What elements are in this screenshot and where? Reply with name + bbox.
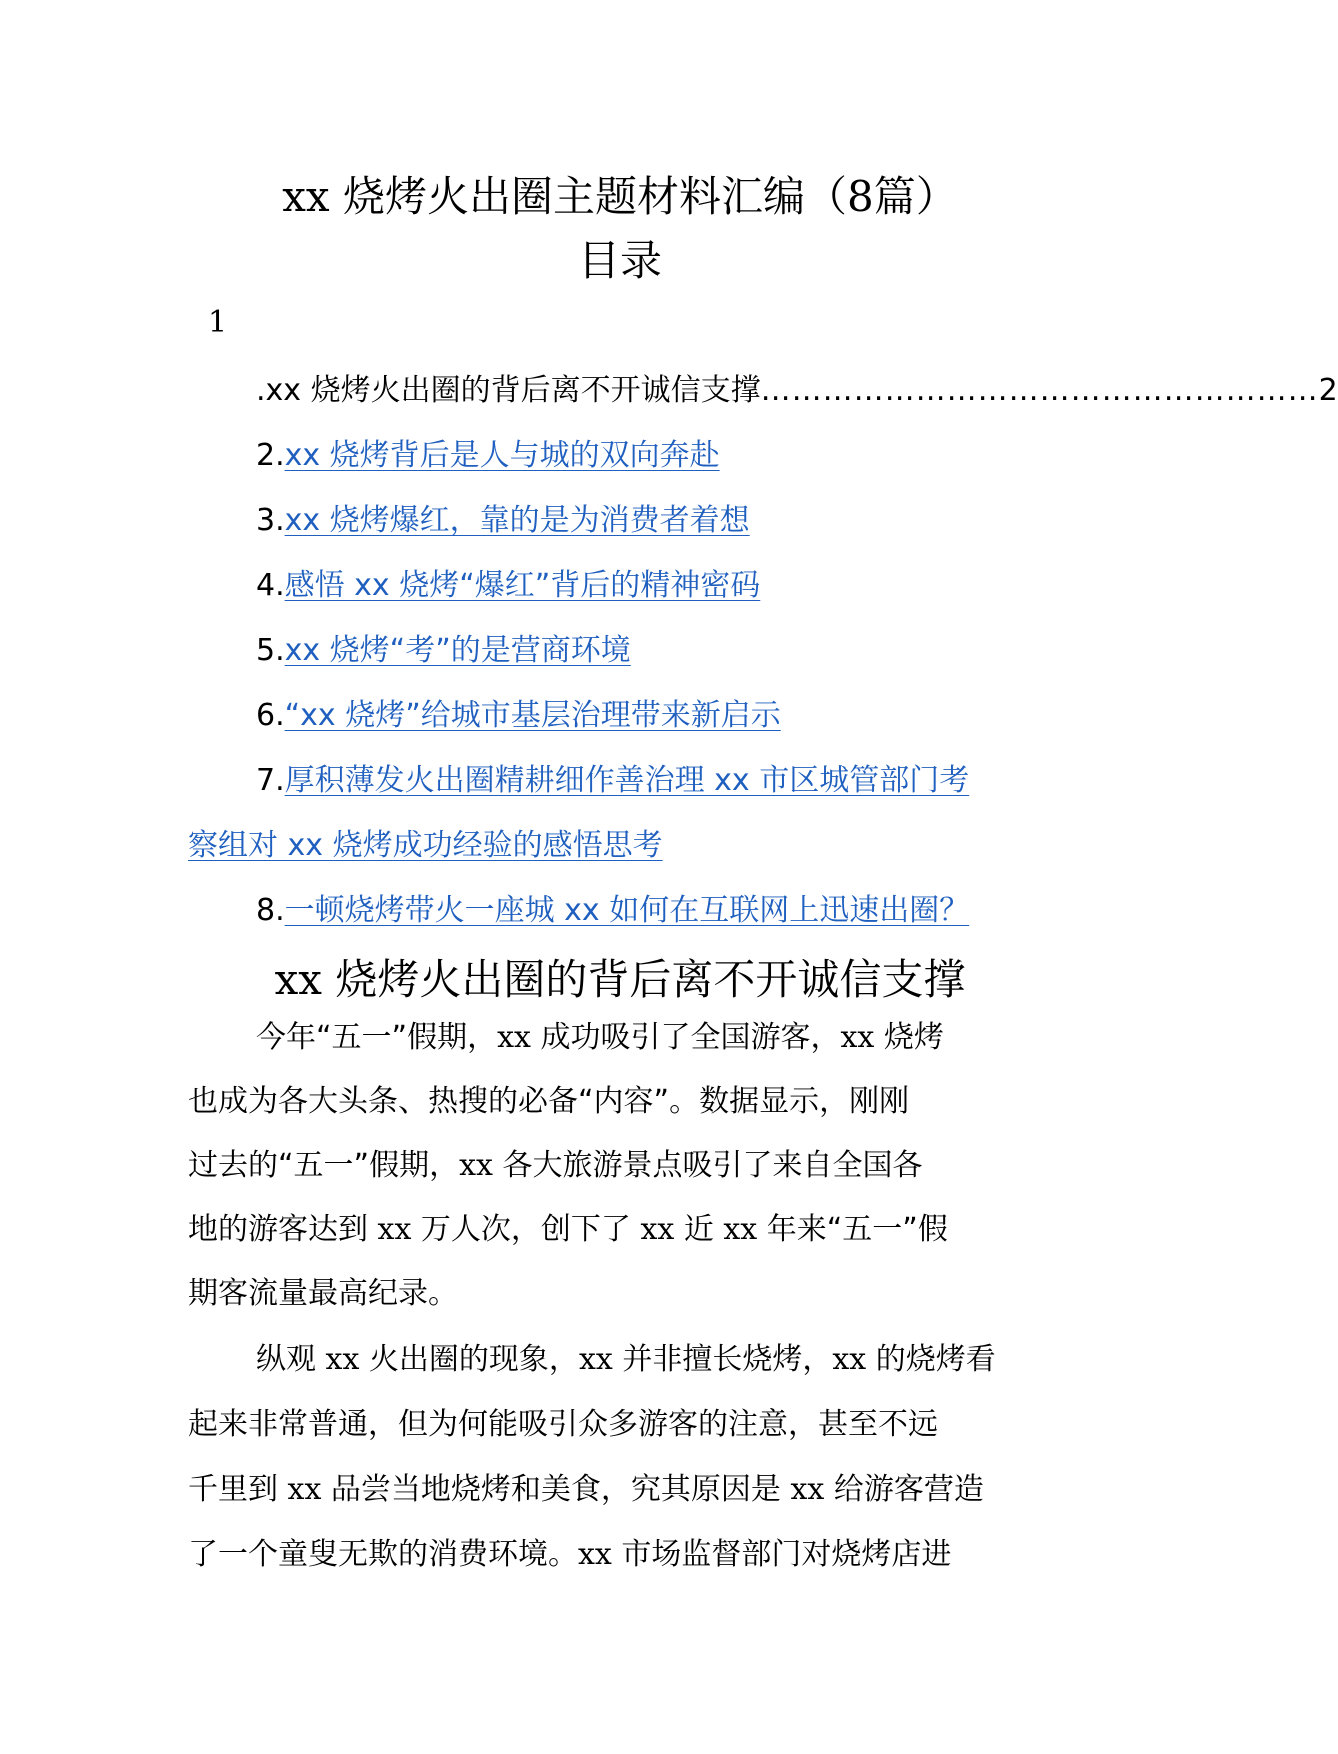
- text-run: xx: [459, 1148, 493, 1183]
- toc-item-8-link[interactable]: 一顿烧烤带火一座城 xx 如何在互联网上迅速出圈？: [284, 893, 970, 928]
- text-run: 千里到: [188, 1472, 288, 1507]
- text-run: 并非擅长烧烤，: [612, 1342, 833, 1377]
- paragraph-2-line-3: [188, 1472, 984, 1507]
- toc-item-1-leader: ………………………………………………: [760, 373, 1319, 408]
- text-run: xx: [790, 1472, 825, 1507]
- text-run: xx: [578, 1342, 613, 1377]
- toc-item-8: [256, 893, 970, 928]
- toc-item-7-continued: [188, 828, 663, 863]
- section-heading-prefix: xx: [274, 955, 336, 1004]
- section-heading: [0, 955, 1240, 1004]
- text-run: 的烧烤看: [866, 1342, 996, 1377]
- toc-item-7-link-continued[interactable]: 察组对 xx 烧烤成功经验的感悟思考: [188, 828, 663, 863]
- text-run: xx: [840, 1020, 875, 1055]
- toc-item-6: [256, 698, 781, 733]
- text-run: 过去的“五一”假期，: [188, 1148, 460, 1183]
- document-title: [0, 172, 1240, 221]
- text-run: 近: [674, 1212, 724, 1247]
- toc-item-8-number: 8.: [256, 893, 285, 928]
- paragraph-2-line-1: [256, 1342, 996, 1377]
- paragraph-1-line-1: [256, 1020, 944, 1055]
- text-run: 地的游客达到: [188, 1212, 378, 1247]
- text-run: xx: [497, 1020, 531, 1055]
- text-run: xx: [325, 1342, 360, 1377]
- text-run: xx: [832, 1342, 867, 1377]
- toc-item-4-number: 4.: [256, 568, 285, 603]
- text-run: 品尝当地烧烤和美食，究其原因是: [321, 1472, 791, 1507]
- text-run: 期客流量最高纪录。: [188, 1276, 458, 1311]
- text-run: 各大旅游景点吸引了来自全国各: [492, 1148, 923, 1183]
- text-run: xx: [723, 1212, 758, 1247]
- text-run: 给游客营造: [824, 1472, 984, 1507]
- toc-item-4: [256, 568, 761, 603]
- text-run: 成功吸引了全国游客，: [530, 1020, 841, 1055]
- toc-item-5: [256, 633, 631, 668]
- document-title-count: 8: [847, 172, 874, 221]
- text-run: 了一个童叟无欺的消费环境。: [188, 1537, 578, 1572]
- paragraph-2-line-2: [188, 1407, 938, 1442]
- toc-item-7: [256, 763, 970, 798]
- toc-item-2-link[interactable]: xx 烧烤背后是人与城的双向奔赴: [284, 438, 720, 473]
- page-number: 1: [208, 305, 228, 340]
- text-run: 火出圈的现象，: [359, 1342, 579, 1377]
- toc-item-7-number: 7.: [256, 763, 285, 798]
- text-run: 市场监督部门对烧烤店进: [611, 1537, 952, 1572]
- toc-title: 目录: [577, 236, 662, 285]
- toc-item-3: [256, 503, 750, 538]
- text-run: 纵观: [256, 1342, 326, 1377]
- text-run: xx: [578, 1537, 612, 1572]
- text-run: 年来“五一”假: [757, 1212, 948, 1247]
- toc-item-2-number: 2.: [256, 438, 285, 473]
- paragraph-1-line-4: [188, 1212, 948, 1247]
- paragraph-1-line-3: [188, 1148, 923, 1183]
- toc-item-5-link[interactable]: xx 烧烤“考”的是营商环境: [284, 633, 631, 668]
- text-run: 今年“五一”假期，: [256, 1020, 498, 1055]
- toc-item-6-number: 6.: [256, 698, 285, 733]
- text-run: xx: [377, 1212, 412, 1247]
- document-title-main: 烧烤火出圈主题材料汇编（: [342, 172, 847, 221]
- text-run: xx: [640, 1212, 675, 1247]
- paragraph-1-line-5: [188, 1276, 458, 1311]
- text-run: 万人次，创下了: [411, 1212, 641, 1247]
- toc-item-1[interactable]: [256, 373, 1338, 408]
- paragraph-1-line-2: [188, 1084, 910, 1119]
- text-run: 起来非常普通，但为何能吸引众多游客的注意，甚至不远: [188, 1407, 938, 1442]
- paragraph-2-line-4: [188, 1537, 952, 1572]
- text-run: xx: [287, 1472, 322, 1507]
- toc-item-3-link[interactable]: xx 烧烤爆红，靠的是为消费者着想: [284, 503, 750, 538]
- toc-item-2: [256, 438, 720, 473]
- document-title-suffix: 篇）: [873, 172, 958, 221]
- text-run: 也成为各大头条、热搜的必备“内容”。数据显示，刚刚: [188, 1084, 910, 1119]
- toc-item-5-number: 5.: [256, 633, 285, 668]
- toc-item-1-page: 2: [1318, 373, 1338, 408]
- toc-item-6-link[interactable]: “xx 烧烤”给城市基层治理带来新启示: [284, 698, 781, 733]
- toc-item-7-link[interactable]: 厚积薄发火出圈精耕细作善治理 xx 市区城管部门考: [284, 763, 970, 798]
- section-heading-main: 烧烤火出圈的背后离不开诚信支撑: [335, 955, 966, 1004]
- toc-item-1-text: .xx 烧烤火出圈的背后离不开诚信支撑: [256, 373, 761, 408]
- text-run: 烧烤: [874, 1020, 944, 1055]
- toc-item-4-link[interactable]: 感悟 xx 烧烤“爆红”背后的精神密码: [284, 568, 761, 603]
- document-title-prefix: xx: [282, 172, 343, 221]
- toc-item-3-number: 3.: [256, 503, 285, 538]
